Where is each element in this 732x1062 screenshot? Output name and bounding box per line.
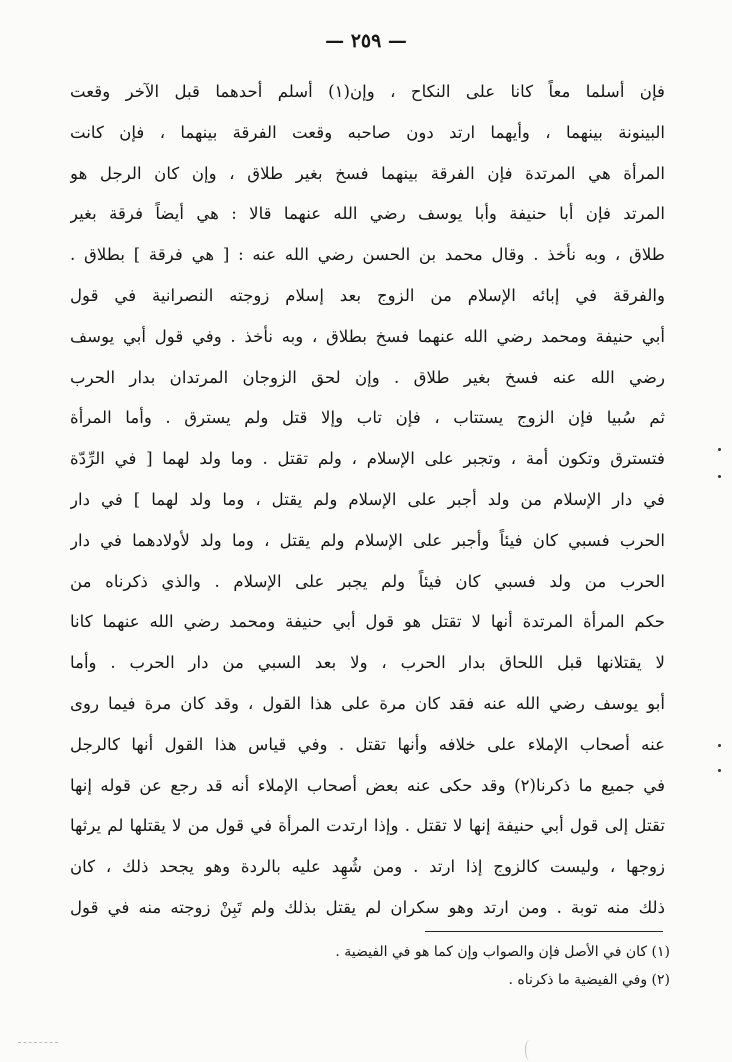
text-line: ثم سُبيا فإن الزوج يستتاب ، فإن تاب وإلا قتل ولم يسترق . وأما المرأة (70, 408, 665, 428)
page-number: — ٢٥٩ — (325, 30, 407, 52)
text-line: والفرقة في إبائه الإسلام من الزوج بعد إسلام زوجته النصرانية في قول (70, 285, 665, 305)
text-line: طلاق ، وبه نأخذ . وقال محمد بن الحسن رضي الله عنه : [ هي فرقة ] بطلاق . (70, 245, 665, 265)
text-line: فإن أسلما معاً كانا على النكاح ، وإن(١) أسلم أحدهما قبل الآخر وقعت (70, 82, 665, 101)
text-line: المرأة هي المرتدة فإن الفرقة بينهما فسخ بغير طلاق ، وإن كان الرجل هو (70, 163, 665, 183)
text-line: في دار الإسلام من ولد أجبر على الإسلام ولم يقتل ، وما ولد لهما ] في دار (70, 489, 665, 509)
text-line: المرتد فإن أبا حنيفة وأبا يوسف رضي الله عنهما قالا : هي أيضاً فرقة بغير (70, 204, 665, 224)
text-line: الحرب فسبي كان فيئاً وأجبر على الإسلام ولم يقتل ، وما ولد لأولادهما في دار (70, 530, 665, 550)
text-line: تقتل إلى قول أبي حنيفة إنها لا تقتل . وإذا ارتدت المرأة في قول من لا يقتلها لم يرثها (70, 816, 665, 836)
text-line: ذلك منه توبة . ومن ارتد وهو سكران لم يقتل بذلك ولم تَبِنْ زوجته منه في قول (70, 897, 665, 917)
margin-dot (718, 744, 721, 747)
body-text (70, 72, 665, 929)
text-line: الحرب من ولد فسبي كان فيئاً ولم يجبر على الإسلام . والذي ذكرناه من (70, 571, 665, 591)
text-line: أبي حنيفة ومحمد رضي الله عنهما فسخ بطلاق ، وبه نأخذ . وفي قول أبي يوسف (70, 326, 665, 346)
margin-dot (718, 475, 721, 478)
margin-dot (718, 448, 721, 451)
scan-artifact (18, 1042, 58, 1043)
footnotes (300, 938, 670, 994)
footnote: (٢) وفي الفيضية ما ذكرناه . (508, 972, 670, 988)
text-line: عنه أصحاب الإملاء على خلافه وأنها تقتل . وفي قياس هذا القول أنها كالرجل (70, 734, 665, 754)
footnote: (١) كان في الأصل فإن والصواب وإن كما هو في الفيضية . (335, 944, 670, 960)
text-line: حكم المرأة المرتدة أنها لا تقتل هو قول أبي حنيفة ومحمد رضي الله عنهما كانا (70, 612, 665, 632)
text-line: البينونة بينهما ، وأيهما ارتد دون صاحبه وقعت الفرقة بينهما ، فإن كانت (70, 122, 665, 142)
text-line: زوجها ، وليست كالزوج إذا ارتد . ومن شُهِد عليه بالردة وهو يجحد ذلك ، كان (70, 857, 665, 877)
footnote-divider (425, 931, 663, 932)
text-line: أبو يوسف رضي الله عنه فقد كان مرة على هذا القول ، وقد كان مرة فيما روى (70, 693, 665, 713)
text-line: في جميع ما ذكرنا(٢) وقد حكى عنه بعض أصحاب الإملاء أنه قد رجع عن قوله إنها (70, 775, 665, 795)
margin-dot (718, 769, 721, 772)
text-line: رضي الله عنه فسخ بغير طلاق . وإن لحق الزوجان المرتدان بدار الحرب (70, 367, 665, 387)
text-line: فتسترق وتكون أمة ، وتجبر على الإسلام ، ولم تقتل . وما ولد لهما [ في الرِّدّة (70, 449, 665, 469)
scan-artifact (525, 1040, 534, 1060)
text-line: لا يقتلانها قبل اللحاق بدار الحرب ، ولا بعد السبي من دار الحرب . وأما (70, 653, 665, 673)
